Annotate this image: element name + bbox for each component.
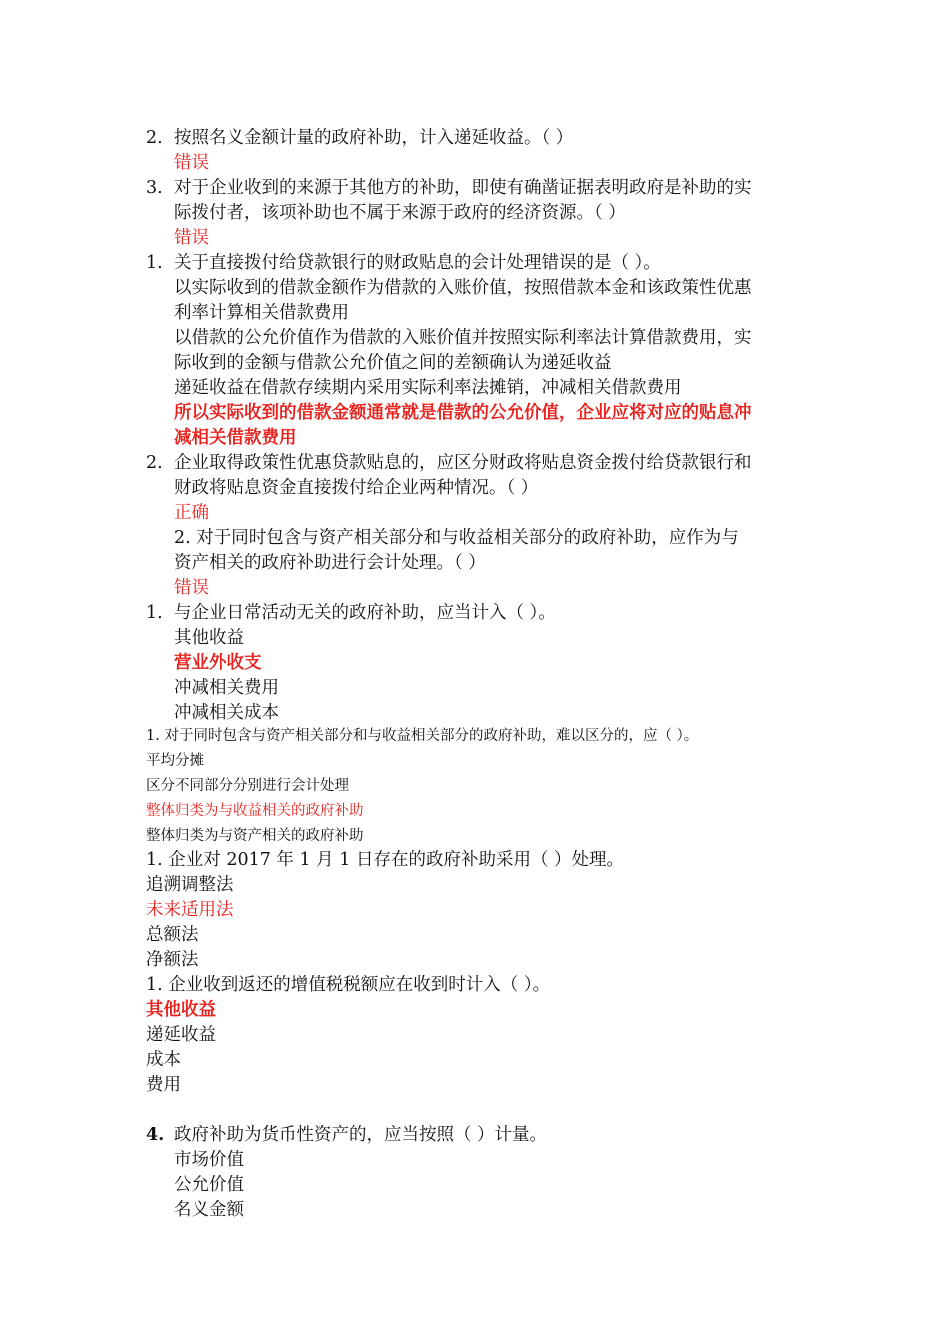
question-number: 2. [146,453,163,473]
option-text: 以实际收到的借款金额作为借款的入账价值，按照借款本金和该政策性优惠 [174,278,752,298]
option-text: 成本 [146,1050,181,1070]
question-line: 1. 关于直接拨付给贷款银行的财政贴息的会计处理错误的是（ ）。 [146,251,661,276]
correct-option: 其他收益 [146,1000,216,1020]
question-line: 3. 对于企业收到的来源于其他方的补助，即使有确凿证据表明政府是补助的实 [146,176,752,201]
question-number: 3. [146,178,163,198]
option-text: 冲减相关成本 [174,703,279,723]
option-text: 总额法 [146,925,199,945]
question-number: 1. [146,253,163,273]
question-line: 2. 按照名义金额计量的政府补助，计入递延收益。（ ） [146,126,573,151]
answer-text: 错误 [174,153,209,173]
question-line: 2. 对于同时包含与资产相关部分和与收益相关部分的政府补助，应作为与 [174,528,739,548]
option-text: 际收到的金额与借款公允价值之间的差额确认为递延收益 [174,353,612,373]
question-number: 1. [146,603,163,623]
correct-option: 营业外收支 [174,653,262,673]
answer-text: 错误 [174,578,209,598]
option-text: 区分不同部分分别进行会计处理 [146,778,349,794]
option-text: 递延收益 [146,1025,216,1045]
question-line: 财政将贴息资金直接拨付给企业两种情况。（ ） [174,478,539,498]
question-line: 际拨付者，该项补助也不属于来源于政府的经济资源。（ ） [174,203,626,223]
answer-text: 正确 [174,503,209,523]
option-text: 净额法 [146,950,199,970]
option-text: 其他收益 [174,628,244,648]
option-text: 利率计算相关借款费用 [174,303,349,323]
answer-text: 错误 [174,228,209,248]
question-line: 2. 企业取得政策性优惠贷款贴息的，应区分财政将贴息资金拨付给贷款银行和 [146,451,752,476]
option-text: 整体归类为与资产相关的政府补助 [146,828,364,844]
option-text: 冲减相关费用 [174,678,279,698]
question-line: 4. 政府补助为货币性资产的，应当按照（ ）计量。 [146,1123,547,1148]
correct-option: 整体归类为与收益相关的政府补助 [146,803,364,819]
question-line: 1. 对于同时包含与资产相关部分和与收益相关部分的政府补助，难以区分的，应（ ）。 [146,728,699,744]
option-text: 以借款的公允价值作为借款的入账价值并按照实际利率法计算借款费用，实 [174,328,752,348]
correct-option: 所以实际收到的借款金额通常就是借款的公允价值，企业应将对应的贴息冲 [174,403,752,423]
option-text: 追溯调整法 [146,875,234,895]
question-line: 资产相关的政府补助进行会计处理。（ ） [174,553,486,573]
option-text: 平均分摊 [146,753,204,769]
correct-option: 未来适用法 [146,900,234,920]
question-number: 4. [146,1125,165,1145]
option-text: 市场价值 [174,1150,244,1170]
question-line: 1. 企业收到返还的增值税税额应在收到时计入（ ）。 [146,975,551,995]
option-text: 费用 [146,1075,181,1095]
correct-option: 减相关借款费用 [174,428,297,448]
option-text: 公允价值 [174,1175,244,1195]
question-number: 2. [146,128,163,148]
option-text: 名义金额 [174,1200,244,1220]
question-line: 1. 企业对 2017 年 1 月 1 日存在的政府补助采用（ ）处理。 [146,850,625,870]
option-text: 递延收益在借款存续期内采用实际利率法摊销，冲减相关借款费用 [174,378,682,398]
question-line: 1. 与企业日常活动无关的政府补助，应当计入（ ）。 [146,601,556,626]
